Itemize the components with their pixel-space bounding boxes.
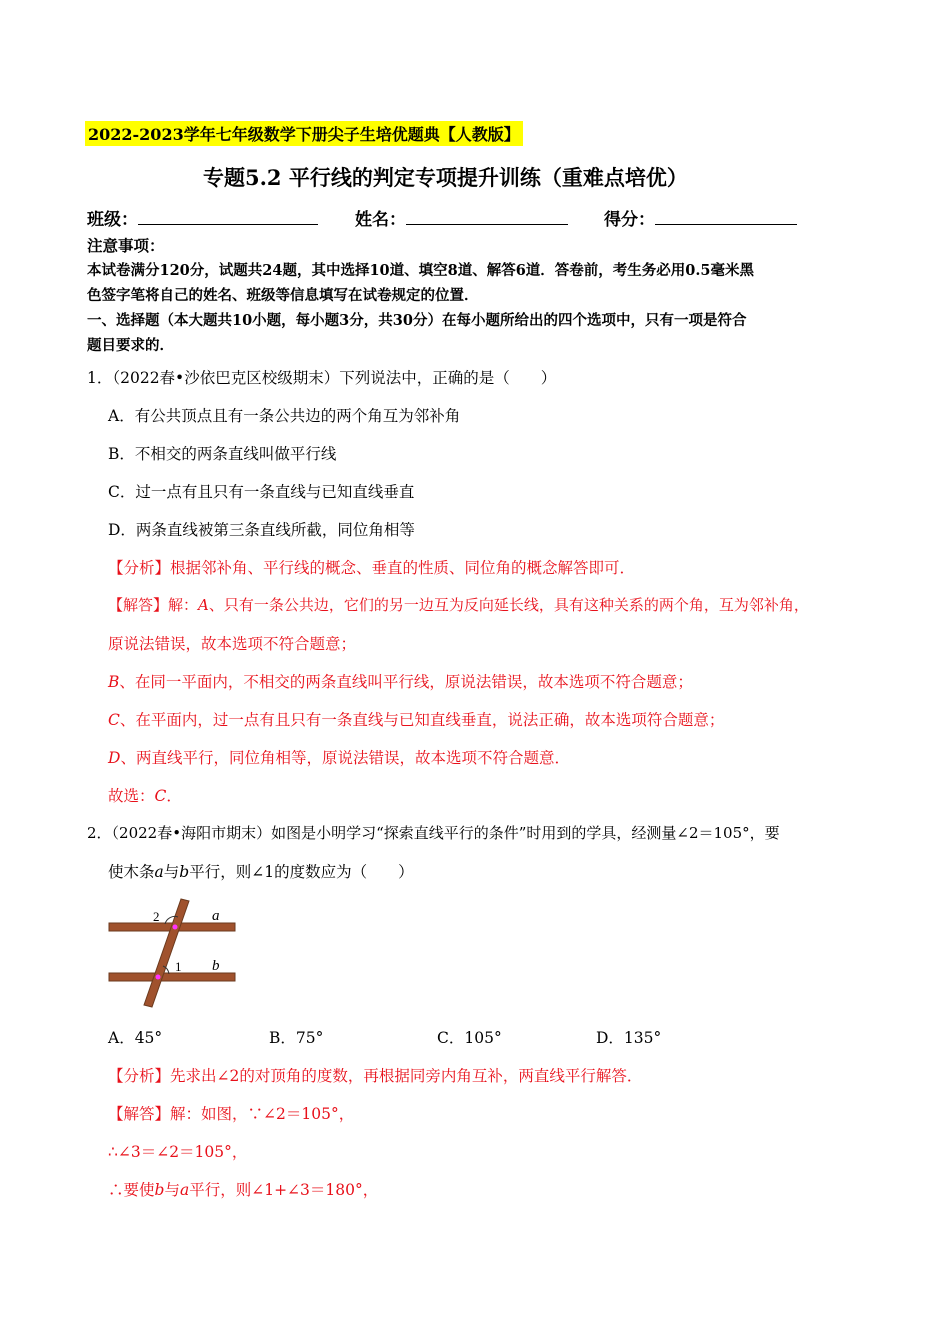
q2-stem-suffix: 平行，则∠1的度数应为（ ） xyxy=(189,863,414,881)
q1-option-b: B．不相交的两条直线叫做平行线 xyxy=(108,445,337,463)
q2-option-a: A．45° xyxy=(108,1029,163,1047)
q1-answer-suffix: ． xyxy=(166,787,182,805)
q1-solution-line-1 xyxy=(108,594,809,615)
score-label: 得分： xyxy=(604,210,655,230)
nail-top xyxy=(173,925,178,930)
notice-heading: 注意事项： xyxy=(87,236,165,255)
notice-line-2: 色签字笔将自己的姓名、班级等信息填写在试卷规定的位置． xyxy=(87,287,479,304)
name-blank[interactable] xyxy=(406,209,568,225)
q2-option-c: C．105° xyxy=(437,1029,502,1047)
q1-solution-text-5: 、两直线平行，同位角相等，原说法错误，故本选项不符合题意． xyxy=(120,749,570,767)
q2-option-d: D．135° xyxy=(596,1029,662,1047)
q2-solution-var-a: a xyxy=(179,1181,190,1199)
q1-solution-letter-c: C xyxy=(108,711,120,729)
parallel-sticks-figure xyxy=(105,895,240,1010)
q1-solution-text-3: 、在同一平面内，不相交的两条直线叫平行线，原说法错误，故本选项不符合题意； xyxy=(119,673,693,691)
q1-stem: 1．（2022春•沙依巴克区校级期末）下列说法中，正确的是（ ） xyxy=(87,369,557,387)
q2-solution-var-b: b xyxy=(154,1181,165,1199)
q1-option-c: C．过一点有且只有一条直线与已知直线垂直 xyxy=(108,483,415,501)
score-blank[interactable] xyxy=(655,209,797,225)
q1-solution-line-3 xyxy=(108,670,693,692)
figure-label-2: 2 xyxy=(153,909,160,924)
series-banner: 2022-2023学年七年级数学下册尖子生培优题典【人教版】 xyxy=(85,121,523,146)
figure-label-b: b xyxy=(212,958,220,974)
q1-answer-prefix: 故选： xyxy=(108,787,155,805)
q2-stem-var-b: b xyxy=(179,863,190,881)
figure-label-a: a xyxy=(212,908,220,924)
q2-solution-line-2: ∴∠3＝∠2＝105°， xyxy=(108,1143,248,1161)
class-blank[interactable] xyxy=(138,209,318,225)
notice-line-1: 本试卷满分120分，试题共24题，其中选择10道、填空8道、解答6道．答卷前，考生务必用0.5毫米黑 xyxy=(87,262,755,279)
name-field[interactable] xyxy=(355,205,568,230)
q1-solution-text-1: 、只有一条公共边，它们的另一边互为反向延长线，具有这种关系的两个角，互为邻补角， xyxy=(208,596,809,614)
q2-solution-text-1: 解：如图，∵∠2＝105°， xyxy=(170,1105,355,1123)
q1-solution-line-4 xyxy=(108,708,724,730)
section-heading-1: 一、选择题（本大题共10小题，每小题3分，共30分）在每小题所给出的四个选项中，只有一项是符合 xyxy=(87,312,747,329)
q1-analysis: 【分析】根据邻补角、平行线的概念、垂直的性质、同位角的概念解答即可． xyxy=(108,559,636,577)
q1-solution-tag: 【解答】 xyxy=(108,596,169,614)
q1-solution-line-2: 原说法错误，故本选项不符合题意； xyxy=(108,635,357,653)
q1-solution-letter-a: A xyxy=(198,596,209,614)
score-field[interactable] xyxy=(604,205,797,230)
q2-analysis: 【分析】先求出∠2的对顶角的度数，再根据同旁内角互补，两直线平行解答． xyxy=(108,1067,643,1085)
figure-label-1: 1 xyxy=(175,959,182,974)
q2-solution-tag: 【解答】 xyxy=(108,1105,171,1123)
class-field[interactable] xyxy=(87,205,318,230)
q2-stem-mid: 与 xyxy=(163,863,180,881)
q2-solution-line-1 xyxy=(108,1102,354,1124)
stick-b xyxy=(109,973,235,981)
q1-solution-line-5 xyxy=(108,746,570,768)
transversal-stick xyxy=(144,899,189,1007)
nail-bottom xyxy=(156,975,161,980)
q2-stem-var-a: a xyxy=(154,863,164,881)
q2-solution-prefix: ∴要使 xyxy=(108,1181,155,1199)
q2-solution-suffix: 平行，则∠1+∠3＝180°， xyxy=(189,1181,379,1199)
q1-solution-letter-b: B xyxy=(108,673,120,691)
q2-solution-mid: 与 xyxy=(164,1181,180,1199)
q2-stem-prefix: 使木条 xyxy=(108,863,155,881)
q1-answer xyxy=(108,784,182,806)
class-label: 班级： xyxy=(87,210,138,230)
q1-solution-letter-d: D xyxy=(108,749,121,767)
q1-answer-letter: C xyxy=(154,787,167,805)
q1-solution-text-4: 、在平面内，过一点有且只有一条直线与已知直线垂直，说法正确，故本选项符合题意； xyxy=(119,711,725,729)
name-label: 姓名： xyxy=(355,210,406,230)
section-heading-2: 题目要求的． xyxy=(87,337,174,354)
q2-stem-line-2 xyxy=(108,860,414,882)
q1-option-d: D．两条直线被第三条直线所截，同位角相等 xyxy=(108,521,415,539)
q2-solution-line-3 xyxy=(108,1178,378,1200)
q1-solution-prefix: 解： xyxy=(168,596,199,614)
q2-stem-line-1: 2．（2022春•海阳市期末）如图是小明学习“探索直线平行的条件”时用到的学具，经测量∠2＝105°，要 xyxy=(87,824,780,842)
q1-option-a: A．有公共顶点且有一条公共边的两个角互为邻补角 xyxy=(108,407,461,425)
q2-option-b: B．75° xyxy=(269,1029,324,1047)
page-title: 专题5.2 平行线的判定专项提升训练（重难点培优） xyxy=(203,165,688,190)
